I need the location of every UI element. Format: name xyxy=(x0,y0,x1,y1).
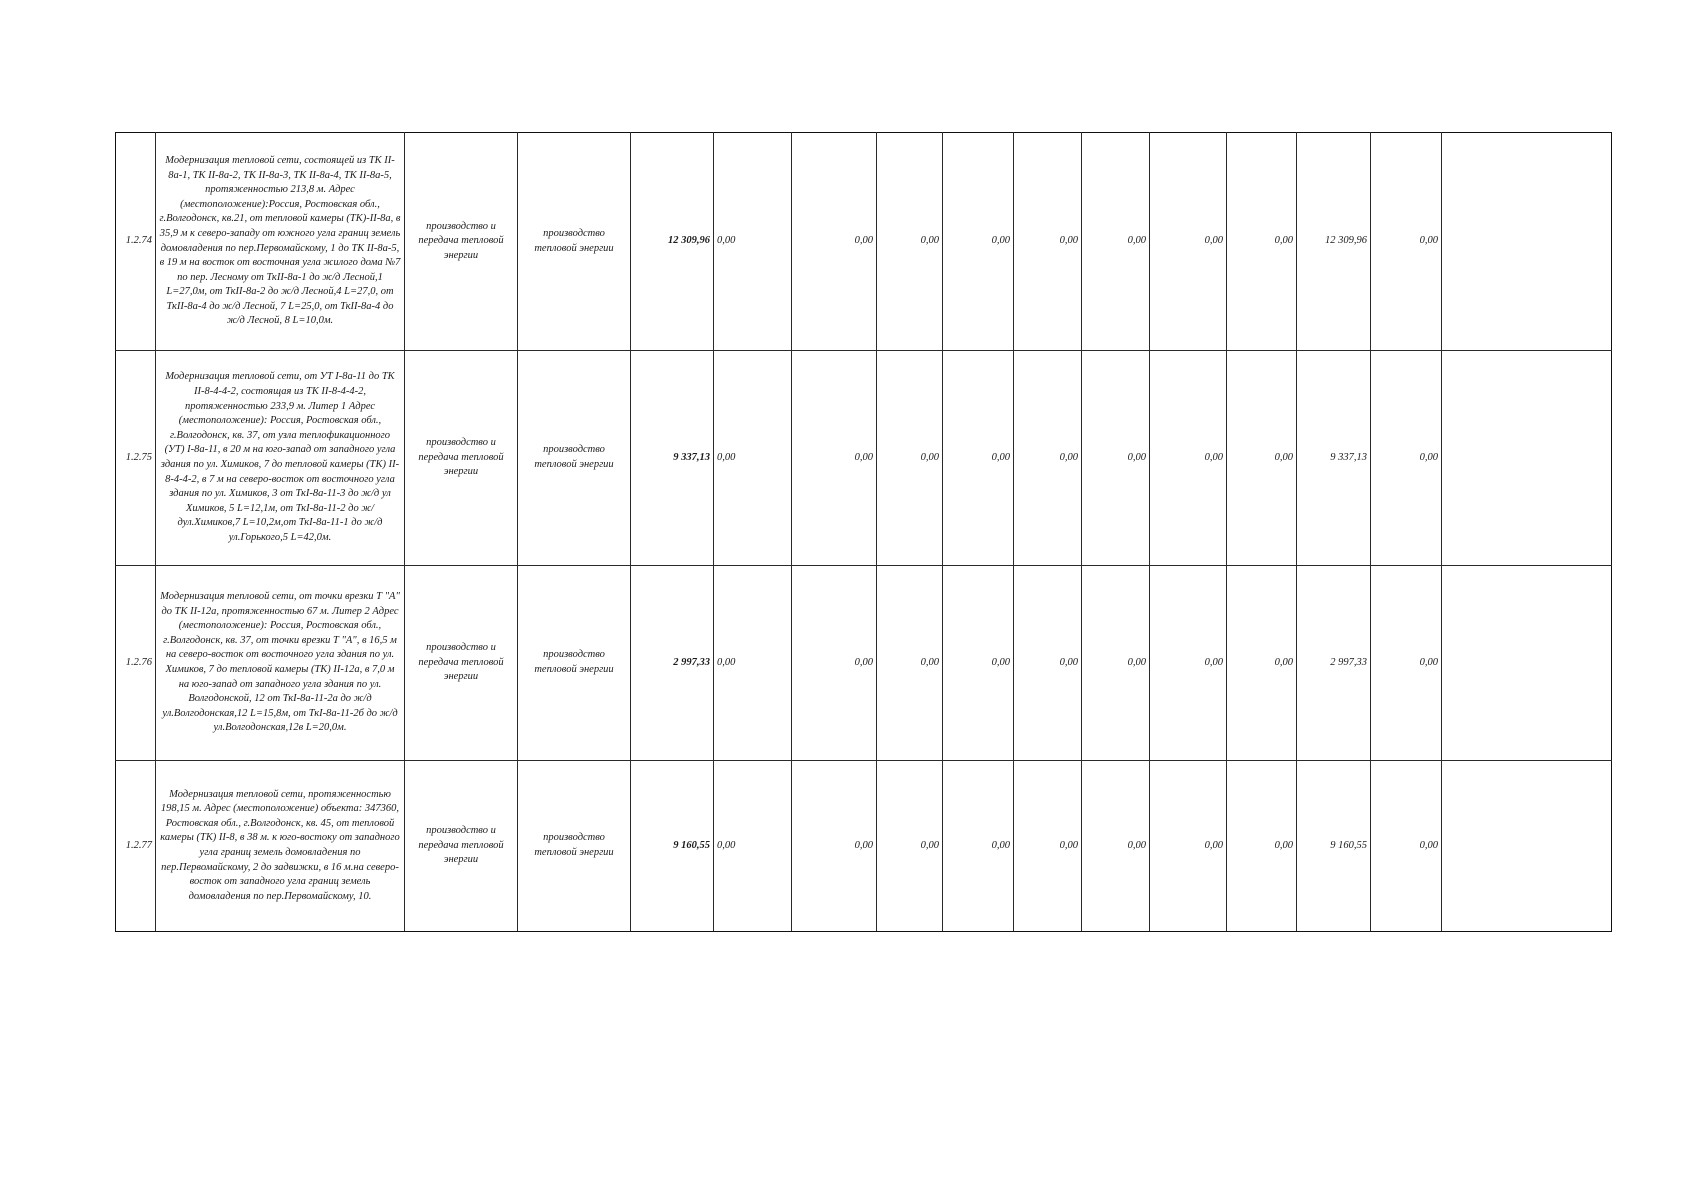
row-activity-type: производство и передача тепловой энергии xyxy=(405,133,518,351)
row-value-3: 0,00 xyxy=(877,761,943,932)
row-value-1: 0,00 xyxy=(714,351,792,566)
row-activity-type: производство и передача тепловой энергии xyxy=(405,566,518,761)
row-empty-cell xyxy=(1442,566,1612,761)
row-value-9: 9 160,55 xyxy=(1297,761,1371,932)
row-value-8: 0,00 xyxy=(1227,133,1297,351)
row-activity-subtype: производство тепловой энергии xyxy=(518,761,631,932)
row-value-3: 0,00 xyxy=(877,566,943,761)
row-code: 1.2.75 xyxy=(116,351,156,566)
row-value-8: 0,00 xyxy=(1227,351,1297,566)
row-activity-subtype: производство тепловой энергии xyxy=(518,566,631,761)
row-activity-type: производство и передача тепловой энергии xyxy=(405,351,518,566)
row-value-7: 0,00 xyxy=(1150,761,1227,932)
table-row xyxy=(116,761,1612,932)
row-description: Модернизация тепловой сети, от УТ I-8а-11 до ТК II-8-4-4-2, состоящая из ТК II-8-4-4-2, протяженностью 233,9 м. Литер 1 Адрес (местоположение): Россия, Ростовская обл., г.Волгодонск, кв. 37, от узла теплофикационного (УТ) I-8а-11, в 20 м на юго-запад от западного угла здания по ул. Химиков, 7 до тепловой камеры (ТК) II-8-4-4-2, в 7 м на северо-восток от восточного угла здания по ул. Химиков, 3 от ТкI-8а-11-3 до ж/д ул Химиков, 5 L=12,1м, от ТкI-8а-11-2 до ж/дул.Химиков,7 L=10,2м,от ТкI-8а-11-1 до ж/д ул.Горького,5 L=42,0м. xyxy=(156,351,405,566)
row-value-1: 0,00 xyxy=(714,133,792,351)
row-value-7: 0,00 xyxy=(1150,351,1227,566)
row-value-4: 0,00 xyxy=(943,351,1014,566)
row-value-6: 0,00 xyxy=(1082,351,1150,566)
row-total-value: 9 160,55 xyxy=(631,761,714,932)
row-value-6: 0,00 xyxy=(1082,133,1150,351)
investment-program-table xyxy=(115,132,1612,932)
row-activity-subtype: производство тепловой энергии xyxy=(518,133,631,351)
row-empty-cell xyxy=(1442,133,1612,351)
row-value-6: 0,00 xyxy=(1082,566,1150,761)
table-row xyxy=(116,351,1612,566)
row-value-2: 0,00 xyxy=(792,351,877,566)
row-value-9: 9 337,13 xyxy=(1297,351,1371,566)
row-value-3: 0,00 xyxy=(877,133,943,351)
row-value-1: 0,00 xyxy=(714,566,792,761)
row-value-3: 0,00 xyxy=(877,351,943,566)
row-value-6: 0,00 xyxy=(1082,761,1150,932)
row-description: Модернизация тепловой сети, состоящей из ТК II-8а-1, ТК II-8а-2, ТК II-8а-3, ТК II-8а-4, ТК II-8а-5, протяженностью 213,8 м. Адрес (местоположение):Россия, Ростовская обл., г.Волгодонск, кв.21, от тепловой камеры (ТК)-II-8а, в 35,9 м к северо-западу от южного угла границ земель домовладения по пер.Первомайскому, 1 до ТК II-8а-5, в 19 м на восток от восточная угла жилого дома №7 по пер. Лесному от ТкII-8а-1 до ж/д Лесной,1 L=27,0м, от ТкII-8а-2 до ж/д Лесной,4 L=27,0, от ТкII-8а-4 до ж/д Лесной, 7 L=25,0, от ТкII-8а-4 до ж/д Лесной, 8 L=10,0м. xyxy=(156,133,405,351)
row-value-1: 0,00 xyxy=(714,761,792,932)
row-description: Модернизация тепловой сети, протяженностью 198,15 м. Адрес (местоположение) объекта: 347360, Ростовская обл., г.Волгодонск, кв. 45, от тепловой камеры (ТК) II-8, в 38 м. к юго-востоку от западного угла границ земель домовладения по пер.Первомайскому, 2 до задвижки, в 16 м.на северо-восток от западного угла границ земель домовладения по пер.Первомайскому, 10. xyxy=(156,761,405,932)
row-value-4: 0,00 xyxy=(943,761,1014,932)
row-value-5: 0,00 xyxy=(1014,133,1082,351)
row-value-10: 0,00 xyxy=(1371,761,1442,932)
row-code: 1.2.74 xyxy=(116,133,156,351)
row-value-5: 0,00 xyxy=(1014,761,1082,932)
row-value-10: 0,00 xyxy=(1371,351,1442,566)
row-code: 1.2.76 xyxy=(116,566,156,761)
row-value-2: 0,00 xyxy=(792,761,877,932)
row-total-value: 9 337,13 xyxy=(631,351,714,566)
row-value-10: 0,00 xyxy=(1371,133,1442,351)
row-total-value: 12 309,96 xyxy=(631,133,714,351)
row-value-4: 0,00 xyxy=(943,133,1014,351)
row-value-4: 0,00 xyxy=(943,566,1014,761)
row-value-2: 0,00 xyxy=(792,566,877,761)
row-value-10: 0,00 xyxy=(1371,566,1442,761)
row-value-5: 0,00 xyxy=(1014,351,1082,566)
row-activity-type: производство и передача тепловой энергии xyxy=(405,761,518,932)
row-value-5: 0,00 xyxy=(1014,566,1082,761)
row-total-value: 2 997,33 xyxy=(631,566,714,761)
row-value-8: 0,00 xyxy=(1227,761,1297,932)
row-code: 1.2.77 xyxy=(116,761,156,932)
row-empty-cell xyxy=(1442,351,1612,566)
row-value-2: 0,00 xyxy=(792,133,877,351)
table-row xyxy=(116,566,1612,761)
row-value-9: 12 309,96 xyxy=(1297,133,1371,351)
row-value-9: 2 997,33 xyxy=(1297,566,1371,761)
row-activity-subtype: производство тепловой энергии xyxy=(518,351,631,566)
row-value-7: 0,00 xyxy=(1150,566,1227,761)
row-value-7: 0,00 xyxy=(1150,133,1227,351)
row-empty-cell xyxy=(1442,761,1612,932)
row-description: Модернизация тепловой сети, от точки врезки Т "А" до ТК II-12а, протяженностью 67 м. Литер 2 Адрес (местоположение): Россия, Ростовская обл., г.Волгодонск, кв. 37, от точки врезки Т "А", в 16,5 м на северо-восток от восточного угла здания по ул. Химиков, 7 до тепловой камеры (ТК) II-12а, в 7,0 м на юго-запад от западного угла здания по ул. Волгодонской, 12 от ТкI-8а-11-2а до ж/д ул.Волгодонская,12 L=15,8м, от ТкI-8а-11-2б до ж/д ул.Волгодонская,12в L=20,0м. xyxy=(156,566,405,761)
table-row xyxy=(116,133,1612,351)
row-value-8: 0,00 xyxy=(1227,566,1297,761)
